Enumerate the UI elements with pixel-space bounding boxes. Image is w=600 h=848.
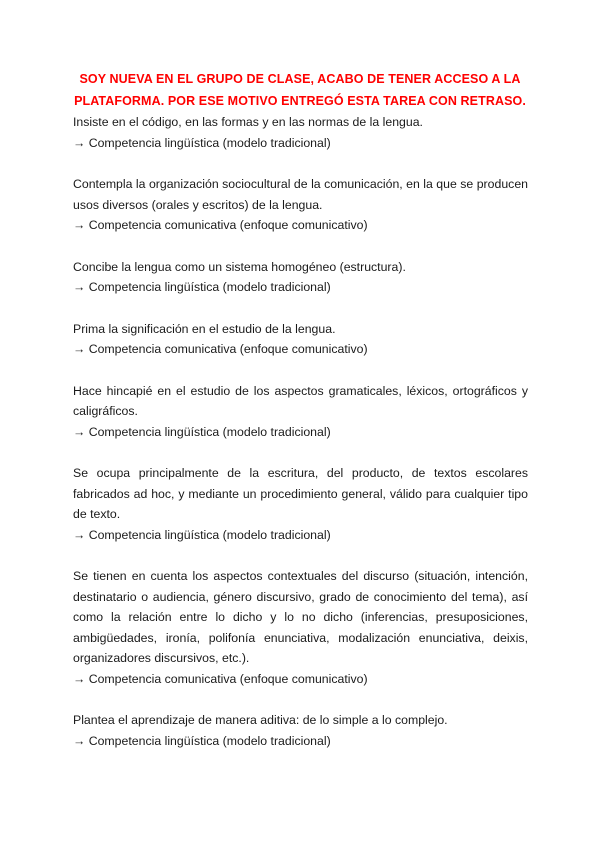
statement-text: Prima la significación en el estudio de la lengua. <box>73 321 336 336</box>
answer-text: → Competencia lingüística (modelo tradicional) <box>73 733 331 748</box>
list-item <box>73 710 528 751</box>
answer-text: → Competencia lingüística (modelo tradicional) <box>73 135 331 150</box>
statement-text: Contempla la organización sociocultural de la comunicación, en la que se producen usos diversos (orales y escritos) de la lengua. <box>73 177 528 212</box>
statement-text: Plantea el aprendizaje de manera aditiva: de lo simple a lo complejo. <box>73 713 448 727</box>
statement-text: Insiste en el código, en las formas y en las normas de la lengua. <box>73 115 423 129</box>
answer-text: → Competencia lingüística (modelo tradicional) <box>73 424 331 439</box>
statement-list <box>73 112 528 772</box>
list-item <box>73 257 528 298</box>
notice-line-1: SOY NUEVA EN EL GRUPO DE CLASE, ACABO DE TENER ACCESO A LA <box>79 72 521 86</box>
list-item <box>73 381 528 443</box>
list-item <box>73 463 528 545</box>
list-item <box>73 566 528 689</box>
list-item <box>73 174 528 236</box>
statement-text: Se tienen en cuenta los aspectos contextuales del discurso (situación, intención, destinatario o audiencia, género discursivo, grado de conocimiento del tema), así como la relación entre lo dicho y lo no dicho (inferencias, presuposiciones, ambigüedades, ironía, polifonía enunciativa, modalización enunciativa, deixis, organizadores discursivos, etc.). <box>73 569 528 665</box>
statement-text: Se ocupa principalmente de la escritura, del producto, de textos escolares fabricados ad hoc, y mediante un procedimiento general, válido para cualquier tipo de texto. <box>73 466 528 521</box>
statement-text: Hace hincapié en el estudio de los aspectos gramaticales, léxicos, ortográficos y caligráficos. <box>73 383 528 418</box>
answer-text: → Competencia comunicativa (enfoque comunicativo) <box>73 218 368 232</box>
notice-line-2: PLATAFORMA. POR ESE MOTIVO ENTREGÓ ESTA TAREA CON RETRASO. <box>74 94 526 108</box>
list-item <box>73 319 528 360</box>
answer-text: → Competencia lingüística (modelo tradicional) <box>73 280 331 294</box>
answer-text: → Competencia comunicativa (enfoque comunicativo) <box>73 342 368 356</box>
answer-text: → Competencia comunicativa (enfoque comunicativo) <box>73 671 368 686</box>
notice-header <box>60 68 540 112</box>
statement-text: Concibe la lengua como un sistema homogéneo (estructura). <box>73 259 406 274</box>
answer-text: → Competencia lingüística (modelo tradicional) <box>73 527 331 542</box>
list-item <box>73 112 528 153</box>
